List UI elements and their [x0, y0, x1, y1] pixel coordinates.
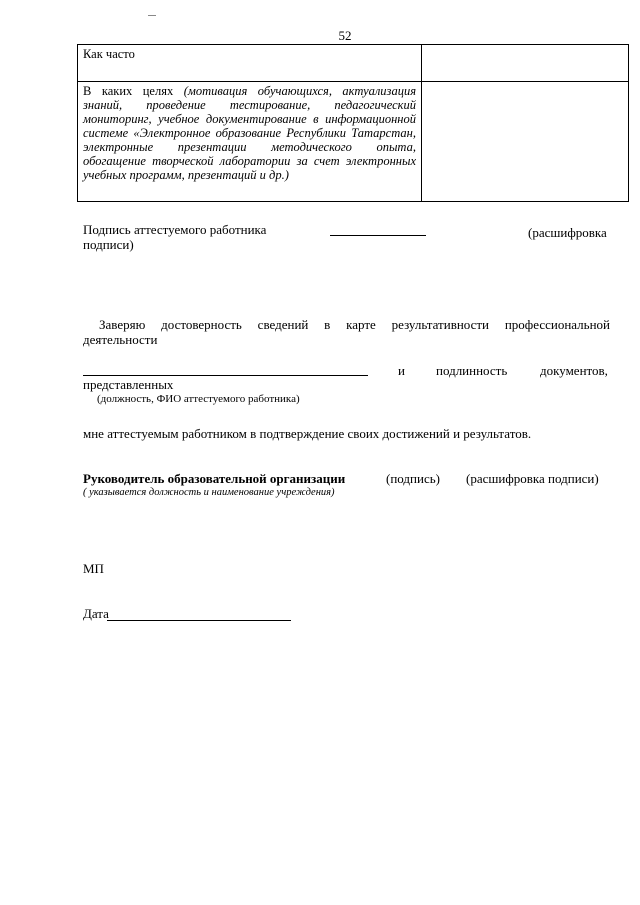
- head-decode: (расшифровка подписи): [466, 471, 599, 486]
- head-signature: (подпись): [386, 471, 440, 486]
- date-line: [107, 620, 291, 621]
- table-row: [78, 45, 629, 82]
- certify-text-line1: Заверяю достоверность сведений в карте результативности профессиональной: [99, 317, 610, 332]
- date-label: Дата: [83, 606, 109, 621]
- page-number: 52: [338, 28, 352, 43]
- frequency-label: Как часто: [83, 47, 135, 61]
- purpose-detail: (мотивация обучающихся, актуализация знаний, проведение тестирование, педагогический мониторинг, учебное документирование в информационной системе «Электронное образование Республики Татарстан, электронные презентации методического опыта, обогащение творческой лаборатории за счет электронных учебных программ, презентаций и др.): [83, 84, 416, 182]
- signature-decode-cont: подписи): [83, 237, 134, 252]
- purpose-question: [78, 82, 422, 202]
- stamp-label: МП: [83, 561, 104, 576]
- signature-line: [330, 235, 426, 236]
- table-row: [78, 82, 629, 202]
- employee-info-caption: (должность, ФИО аттестуемого работника): [97, 393, 300, 405]
- employee-info-line: [83, 375, 368, 376]
- purpose-lead: В каких целях: [83, 84, 174, 98]
- signature-label: Подпись аттестуемого работника: [83, 222, 267, 237]
- presented-word: представленных: [83, 377, 174, 392]
- purpose-answer: [422, 82, 629, 202]
- frequency-question: [78, 45, 422, 82]
- activity-table: [77, 44, 629, 202]
- documents-word: документов,: [540, 363, 608, 378]
- scan-mark: [148, 15, 156, 16]
- and-word: и: [398, 363, 405, 378]
- head-title: Руководитель образовательной организации: [83, 471, 346, 486]
- authenticity-word: подлинность: [436, 363, 508, 378]
- frequency-answer: [422, 45, 629, 82]
- certify-closing: мне аттестуемым работником в подтверждение своих достижений и результатов.: [83, 426, 532, 441]
- head-note: ( указывается должность и наименование учреждения): [83, 487, 335, 498]
- certify-text-line2: деятельности: [83, 332, 158, 347]
- signature-decode: (расшифровка: [528, 225, 607, 240]
